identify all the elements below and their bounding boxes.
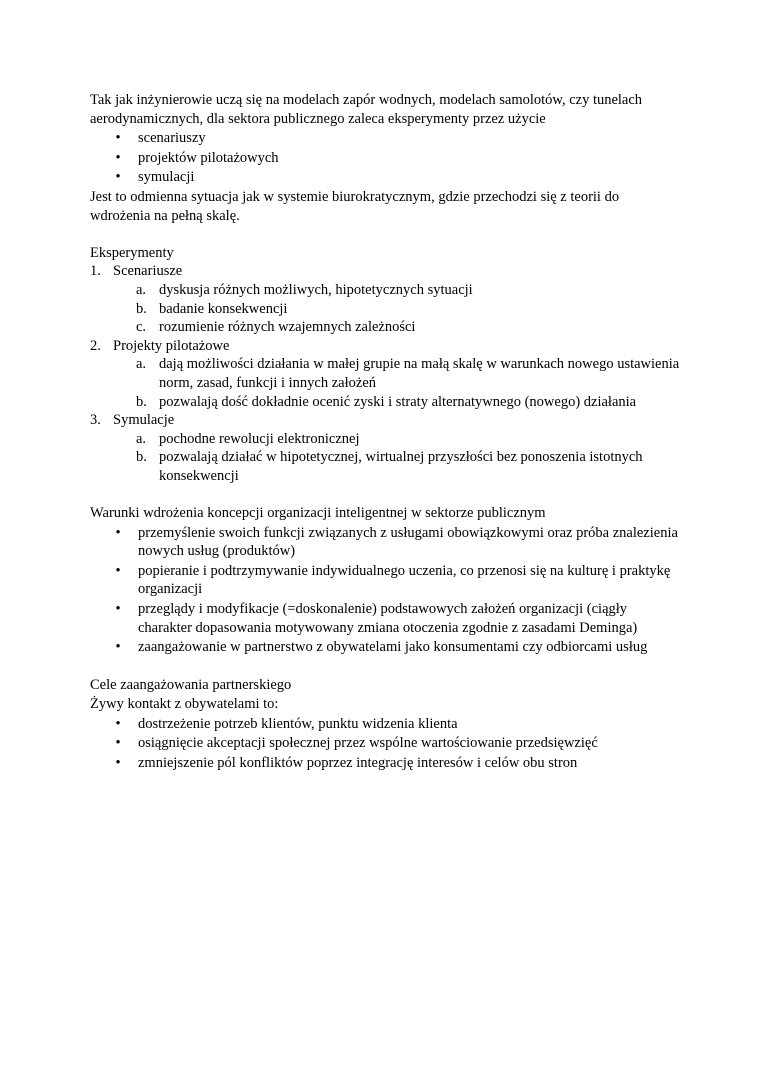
intro-paragraph: Tak jak inżynierowie uczą się na modelach zapór wodnych, modelach samolotów, czy tunelach aerodynamicznych, dla sektora publicznego zaleca eksperymenty przez użycie	[90, 92, 643, 127]
sub-list-item-text: pozwalają działać w hipotetycznej, wirtualnej przyszłości bez ponoszenia istotnych konsekwencji	[159, 449, 643, 484]
sub-list-item-text: pochodne rewolucji elektronicznej	[159, 430, 360, 447]
sub-list-item	[113, 318, 680, 337]
conditions-heading: Warunki wdrożenia koncepcji organizacji inteligentnej w sektorze publicznym	[90, 505, 546, 522]
list-item	[90, 411, 680, 485]
sub-list-item	[113, 355, 680, 392]
list-item-text: osiągnięcie akceptacji społecznej przez wspólne wartościowanie przedsięwzięć	[138, 735, 598, 752]
bullet-icon: •	[115, 715, 121, 732]
sub-list	[113, 355, 680, 411]
list-item	[90, 168, 680, 187]
list-item-text: przemyślenie swoich funkcji związanych z usługami obowiązkowymi oraz próba znalezienia nowych usług (produktów)	[138, 524, 678, 560]
experiments-list	[90, 262, 680, 485]
list-marker: b.	[136, 393, 147, 410]
list-marker: a.	[136, 281, 147, 298]
sub-list-item	[113, 300, 680, 319]
bullet-icon: •	[115, 601, 121, 618]
sub-list-item	[113, 430, 680, 449]
list-item-label: Scenariusze	[113, 263, 183, 280]
sub-list-item-text: dają możliwości działania w małej grupie na małą skalę w warunkach nowego ustawienia norm, zasad, funkcji i innych założeń	[159, 356, 680, 391]
bullet-icon: •	[115, 754, 121, 771]
conditions-bullet-list	[90, 524, 680, 657]
list-item-label: Projekty pilotażowe	[113, 337, 230, 354]
blank-line	[90, 658, 680, 677]
sub-list	[113, 281, 680, 337]
sub-list-item-text: badanie konsekwencji	[159, 300, 288, 317]
partnership-subheading: Żywy kontakt z obywatelami to:	[90, 696, 279, 712]
sub-list	[113, 430, 680, 486]
blank-line	[90, 225, 680, 244]
list-item	[90, 337, 680, 411]
list-item-text: popieranie i podtrzymywanie indywidualnego uczenia, co przenosi się na kulturę i praktykę organizacji	[138, 562, 671, 598]
list-item	[90, 562, 680, 599]
list-marker: b.	[136, 449, 147, 466]
experiments-heading: Eksperymenty	[90, 244, 174, 261]
list-item-text: scenariuszy	[138, 130, 206, 147]
list-marker: 2.	[90, 337, 101, 354]
bullet-icon: •	[115, 735, 121, 752]
sub-list-item	[113, 281, 680, 300]
bullet-icon: •	[115, 149, 121, 166]
list-marker: 3.	[90, 412, 101, 429]
list-item-text: zmniejszenie pól konfliktów poprzez integrację interesów i celów obu stron	[138, 754, 578, 771]
bullet-icon: •	[115, 524, 121, 541]
blank-line	[90, 485, 680, 504]
list-marker: a.	[136, 430, 147, 447]
list-item	[90, 149, 680, 168]
list-marker: 1.	[90, 263, 101, 280]
partnership-heading: Cele zaangażowania partnerskiego	[90, 677, 292, 694]
list-marker: c.	[136, 319, 147, 336]
list-item	[90, 524, 680, 561]
list-item-text: projektów pilotażowych	[138, 149, 279, 166]
intro-after-paragraph: Jest to odmienna sytuacja jak w systemie biurokratycznym, gdzie przechodzi się z teorii do wdrożenia na pełną skalę.	[90, 188, 620, 224]
list-marker: b.	[136, 300, 147, 317]
sub-list-item-text: pozwalają dość dokładnie ocenić zyski i straty alternatywnego (nowego) działania	[159, 393, 637, 410]
list-item-text: zaangażowanie w partnerstwo z obywatelami jako konsumentami czy odbiorcami usług	[138, 639, 648, 656]
document-body	[90, 91, 680, 773]
sub-list-item	[113, 393, 680, 412]
list-item	[90, 262, 680, 336]
list-item-text: dostrzeżenie potrzeb klientów, punktu widzenia klienta	[138, 715, 458, 732]
list-marker: a.	[136, 356, 147, 373]
list-item	[90, 600, 680, 637]
intro-bullet-list	[90, 129, 680, 187]
list-item	[90, 754, 680, 773]
bullet-icon: •	[115, 639, 121, 656]
list-item-text: przeglądy i modyfikacje (=doskonalenie) podstawowych założeń organizacji (ciągły charakter dopasowania motywowany zmiana otoczenia zgodnie z zasadami Deminga)	[138, 601, 638, 636]
partnership-bullet-list	[90, 715, 680, 773]
sub-list-item	[113, 448, 680, 485]
sub-list-item-text: rozumienie różnych wzajemnych zależności	[159, 319, 416, 336]
list-item	[90, 129, 680, 148]
sub-list-item-text: dyskusja różnych możliwych, hipotetycznych sytuacji	[159, 281, 473, 298]
bullet-icon: •	[115, 562, 121, 579]
bullet-icon: •	[115, 169, 121, 186]
list-item	[90, 715, 680, 734]
list-item	[90, 638, 680, 657]
bullet-icon: •	[115, 130, 121, 147]
list-item-label: Symulacje	[113, 412, 175, 429]
list-item-text: symulacji	[138, 169, 195, 186]
list-item	[90, 734, 680, 753]
